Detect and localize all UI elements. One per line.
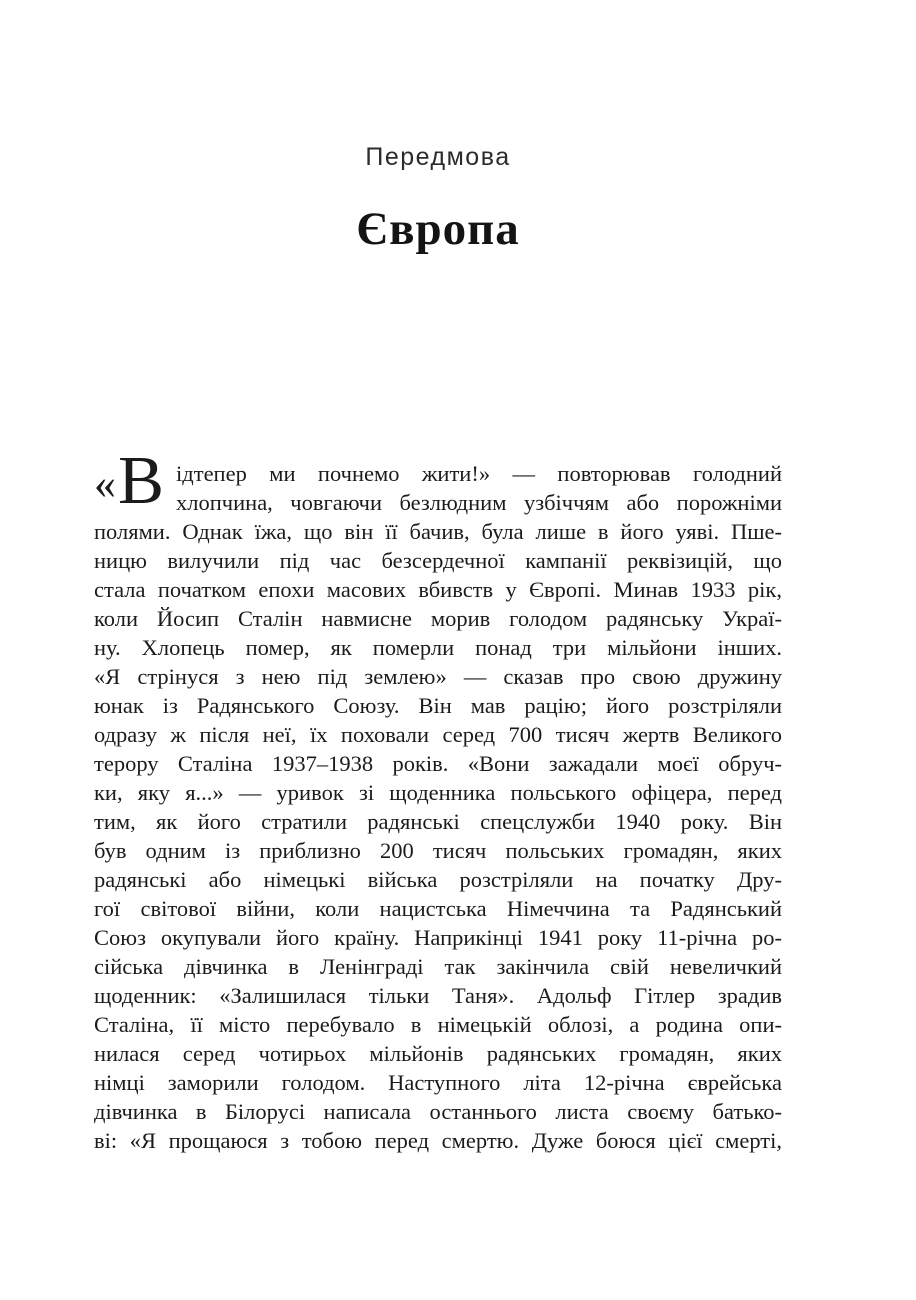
paragraph [94, 442, 782, 1155]
text-line: «Я стрінуся з нею під землею» — сказав про свою дружину [94, 664, 782, 689]
text-line: коли Йосип Сталін навмисне морив голодом радянську Украї- [94, 606, 782, 631]
text-line: Союз окупували його країну. Наприкінці 1941 року 11-річна ро- [94, 925, 782, 950]
text-line: хлопчина, човгаючи безлюдним узбіччям або порожніми [176, 490, 782, 515]
text-line: ідтепер ми почнемо жити!» — повторював голодний [176, 461, 782, 486]
opening-guillemet: « [94, 459, 116, 508]
text-line: був одним із приблизно 200 тисяч польських громадян, яких [94, 838, 782, 863]
text-line: одразу ж після неї, їх поховали серед 700 тисяч жертв Великого [94, 722, 782, 747]
text-line: сійська дівчинка в Ленінграді так закінчила свій невеличкий [94, 954, 782, 979]
text-line: юнак із Радянського Союзу. Він мав рацію; його розстріляли [94, 693, 782, 718]
text-line: ки, яку я...» — уривок зі щоденника польського офіцера, перед [94, 780, 782, 805]
text-line: ницю вилучили під час безсердечної кампанії реквізицій, що [94, 548, 782, 573]
text-line: радянські або німецькі війська розстріляли на початку Дру- [94, 867, 782, 892]
text-line: гої світової війни, коли нацистська Німеччина та Радянський [94, 896, 782, 921]
dropcap [94, 442, 165, 518]
text-line: стала початком епохи масових вбивств у Європі. Минав 1933 рік, [94, 577, 782, 602]
text-line: щоденник: «Залишилася тільки Таня». Адольф Гітлер зрадив [94, 983, 782, 1008]
text-line: ві: «Я прощаюся з тобою перед смертю. Дуже боюся цієї смерті, [94, 1128, 782, 1153]
dropcap-letter: В [118, 442, 165, 518]
text-line: тим, як його стратили радянські спецслужби 1940 року. Він [94, 809, 782, 834]
text-line: Сталіна, її місто перебувало в німецькій облозі, а родина опи- [94, 1012, 782, 1037]
chapter-title: Європа [356, 203, 520, 255]
text-line: нилася серед чотирьох мільйонів радянських громадян, яких [94, 1041, 782, 1066]
text-line: дівчинка в Білорусі написала останнього листа своєму батько- [94, 1099, 782, 1124]
text-line: терору Сталіна 1937–1938 років. «Вони зажадали моєї обруч- [94, 751, 782, 776]
text-line: полями. Однак їжа, що він її бачив, була лише в його уяві. Пше- [94, 519, 782, 544]
preface-label: Передмова [365, 143, 511, 171]
text-line: німці заморили голодом. Наступного літа 12-річна єврейська [94, 1070, 782, 1095]
text-line: ну. Хлопець помер, як померли понад три мільйони інших. [94, 635, 782, 660]
